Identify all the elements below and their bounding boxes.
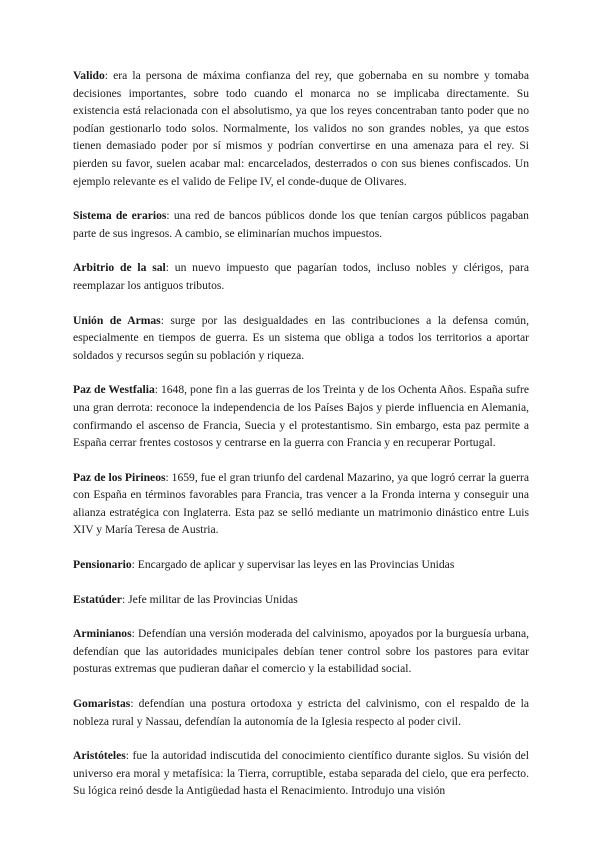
glossary-term: Estatúder bbox=[73, 592, 122, 606]
glossary-term: Valido bbox=[73, 69, 105, 82]
glossary-definition: : una red de bancos públicos donde los que tenían cargos públicos pagaban parte de sus ingresos. A cambio, se eliminarían muchos impuestos. bbox=[73, 209, 529, 240]
glossary-term: Aristóteles bbox=[73, 749, 126, 763]
glossary-term: Arminianos bbox=[73, 627, 132, 641]
glossary-entry-arbitrio-de-la-sal bbox=[73, 259, 529, 294]
glossary-definition: : surge por las desigualdades en las contribuciones a la defensa común, especialmente en tiempos de guerra. Es un sistema que obliga a todos los territorios a aportar soldados y recursos según su población y riqueza. bbox=[73, 313, 529, 362]
glossary-term: Pensionario bbox=[73, 558, 132, 572]
glossary-term: Gomaristas bbox=[73, 697, 131, 711]
glossary-definition: : defendían una postura ortodoxa y estricta del calvinismo, con el respaldo de la nobleza rural y Nassau, defendían la autonomía de la Iglesia respecto al poder civil. bbox=[73, 697, 529, 728]
document-page bbox=[73, 67, 529, 817]
glossary-entry-pensionario bbox=[73, 556, 529, 574]
glossary-definition: : 1648, pone fin a las guerras de los Treinta y de los Ochenta Años. España sufre una gran derrota: reconoce la independencia de los Países Bajos y pierde influencia en Alemania, confirmando el ascenso de Francia, Suecia y el protestantismo. Sin embargo, esta paz permite a España cerrar frentes costosos y centrarse en la guerra con Francia y en recuperar Portugal. bbox=[73, 383, 529, 450]
glossary-definition: : fue la autoridad indiscutida del conocimiento científico durante siglos. Su visión del universo era moral y metafísica: la Tierra, corruptible, estaba separada del cielo, que era perfecto. Su lógica reinó desde la Antigüedad hasta el Renacimiento. Introdujo una visión bbox=[73, 749, 529, 798]
glossary-entry-estatuder bbox=[73, 591, 529, 609]
glossary-entry-valido bbox=[73, 67, 529, 190]
glossary-entry-union-de-armas bbox=[73, 312, 529, 365]
glossary-term: Paz de los Pirineos bbox=[73, 470, 166, 484]
glossary-definition: : 1659, fue el gran triunfo del cardenal Mazarino, ya que logró cerrar la guerra con España en términos favorables para Francia, tras vencer a la Fronda interna y conseguir una alianza estratégica con Inglaterra. Esta paz se selló mediante un matrimonio dinástico entre Luis XIV y María Teresa de Austria. bbox=[73, 470, 529, 537]
glossary-definition: : era la persona de máxima confianza del rey, que gobernaba en su nombre y tomaba decisiones importantes, sobre todo cuando el monarca no se implicaba directamente. Su existencia está relacionada con el absolutismo, ya que los reyes concentraban tanto poder que no podían gestionarlo todo solos. Normalmente, los validos no son grandes nobles, ya que estos tienen demasiado poder por sí mismos y podrían convertirse en una amenaza para el rey. Si pierden su favor, suelen acabar mal: encarcelados, desterrados o con sus bienes confiscados. Un ejemplo relevante es el valido de Felipe IV, el conde-duque de Olivares. bbox=[73, 69, 529, 188]
glossary-entry-sistema-de-erarios bbox=[73, 207, 529, 242]
glossary-definition: : Jefe militar de las Provincias Unidas bbox=[121, 592, 298, 606]
glossary-entry-gomaristas bbox=[73, 695, 529, 730]
glossary-term: Sistema de erarios bbox=[73, 209, 167, 223]
glossary-term: Unión de Armas bbox=[73, 313, 161, 327]
glossary-definition: : Defendían una versión moderada del calvinismo, apoyados por la burguesía urbana, defendían que las autoridades municipales debían tener control sobre los pastores para evitar posturas extremas que pudieran dañar el comercio y la estabilidad social. bbox=[73, 627, 529, 676]
glossary-entry-paz-de-westfalia bbox=[73, 381, 529, 451]
glossary-term: Paz de Westfalia bbox=[73, 383, 155, 397]
glossary-definition: : Encargado de aplicar y supervisar las leyes en las Provincias Unidas bbox=[131, 558, 455, 572]
glossary-entry-paz-de-los-pirineos bbox=[73, 469, 529, 539]
glossary-definition: : un nuevo impuesto que pagarían todos, incluso nobles y clérigos, para reemplazar los antiguos tributos. bbox=[73, 261, 529, 292]
glossary-entry-aristoteles bbox=[73, 747, 529, 800]
glossary-term: Arbitrio de la sal bbox=[73, 261, 166, 275]
glossary-entry-arminianos bbox=[73, 625, 529, 678]
